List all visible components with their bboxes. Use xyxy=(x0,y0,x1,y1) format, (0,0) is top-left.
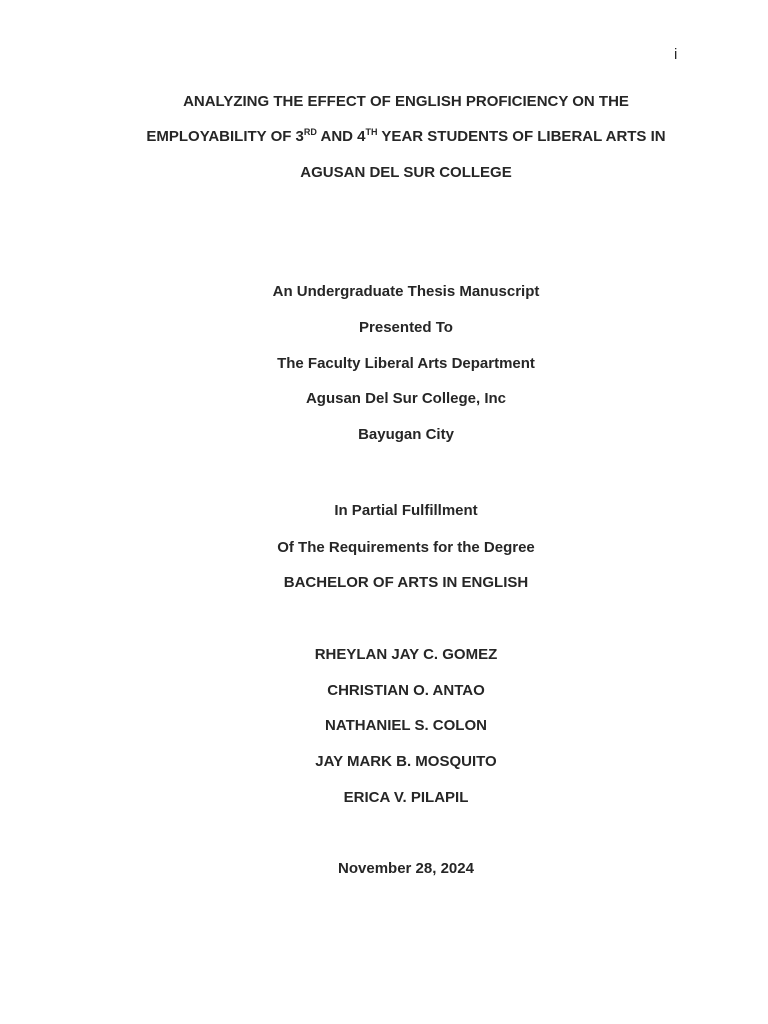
title-line-2-part-c: YEAR STUDENTS OF LIBERAL ARTS IN xyxy=(377,128,666,145)
presentation-line: The Faculty Liberal Arts Department xyxy=(277,355,535,372)
title-line-2-part-b: AND 4 xyxy=(316,128,366,145)
presentation-line: Agusan Del Sur College, Inc xyxy=(305,390,507,407)
submission-date: November 28, 2024 xyxy=(338,860,474,877)
presentation-line: An Undergraduate Thesis Manuscript xyxy=(272,283,540,300)
title-line-2-part-a: EMPLOYABILITY OF 3 xyxy=(146,128,304,145)
title-line-1: ANALYZING THE EFFECT OF ENGLISH PROFICIENCY ON THE xyxy=(183,93,629,110)
title-line-2 xyxy=(0,127,768,147)
author-name: RHEYLAN JAY C. GOMEZ xyxy=(314,646,498,663)
presentation-line: Presented To xyxy=(359,319,453,336)
presentation-line: Bayugan City xyxy=(358,426,454,443)
ordinal-superscript-rd: RD xyxy=(303,127,317,137)
fulfillment-line: Of The Requirements for the Degree xyxy=(277,539,535,556)
author-name: CHRISTIAN O. ANTAO xyxy=(327,682,485,699)
page-number: i xyxy=(674,46,678,63)
fulfillment-line: In Partial Fulfillment xyxy=(334,502,478,519)
title-line-3: AGUSAN DEL SUR COLLEGE xyxy=(300,164,512,181)
author-name: ERICA V. PILAPIL xyxy=(343,789,469,806)
author-name: JAY MARK B. MOSQUITO xyxy=(315,753,497,770)
ordinal-superscript-th: TH xyxy=(365,127,378,137)
author-name: NATHANIEL S. COLON xyxy=(325,717,487,734)
degree-name: BACHELOR OF ARTS IN ENGLISH xyxy=(283,574,529,591)
